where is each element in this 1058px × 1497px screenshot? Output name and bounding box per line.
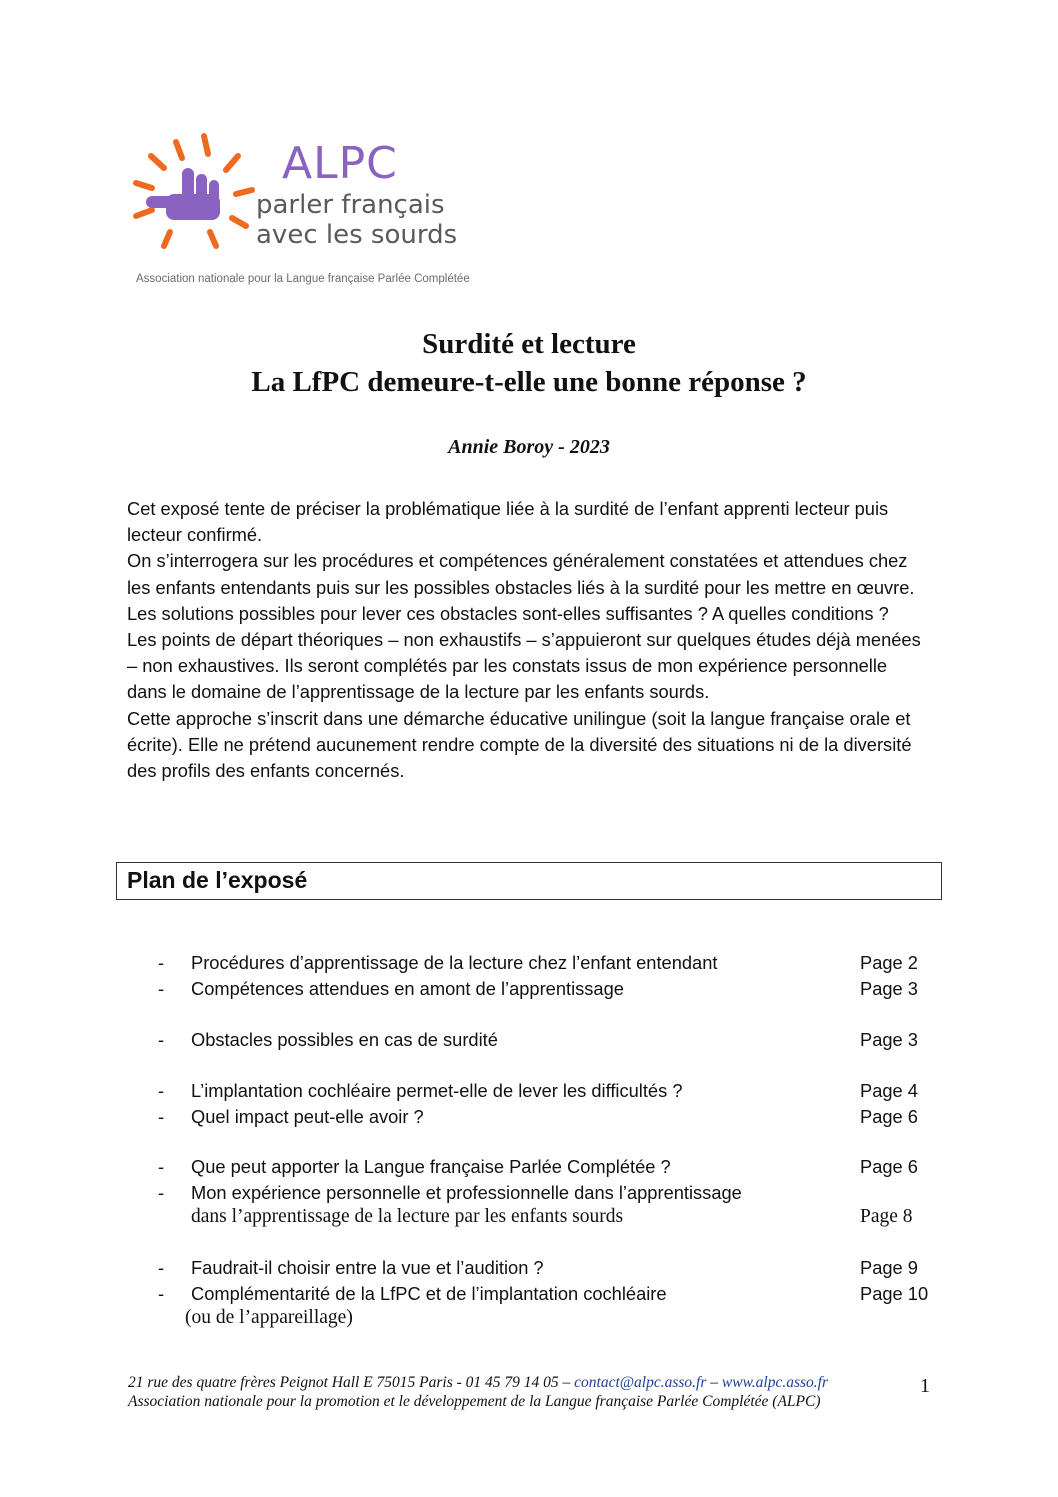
footer-email-link[interactable]: contact@alpc.asso.fr [574, 1374, 707, 1391]
plan-heading: Plan de l’exposé [127, 867, 308, 893]
toc-item [0, 1283, 1058, 1309]
toc-item-text: Faudrait-il choisir entre la vue et l’audition ? [191, 1257, 544, 1278]
toc-item-continuation-text: (ou de l’appareillage) [185, 1307, 353, 1328]
intro-paragraph: Cette approche s’inscrit dans une démarche éducative unilingue (soit la langue française orale et écrite). Elle ne prétend aucunement rendre compte de la diversité des situations ni de la diversité des profils des enfants concernés. [127, 707, 912, 782]
toc-item-page: Page 6 [860, 1156, 918, 1177]
alpc-logo [126, 128, 476, 293]
toc-dash: - [158, 952, 165, 973]
footer-address: 21 rue des quatre frères Peignot Hall E 75015 Paris - 01 45 79 14 05 – [128, 1374, 575, 1391]
intro-paragraph: On s’interrogera sur les procédures et compétences généralement constatées et attendues chez les enfants entendants puis sur les possibles obstacles liés à la surdité pour les mettre en œuvre. Les solutions possibles pour lever ces obstacles sont-elles suffisantes ? A quelles conditions ? [127, 550, 915, 624]
logo-tagline-2: avec les sourds [256, 220, 458, 250]
logo-tagline-1: parler français [256, 190, 445, 220]
toc-dash: - [158, 1106, 165, 1127]
footer-contact-line [128, 1374, 828, 1392]
toc-item-continuation [0, 1206, 1058, 1232]
toc-dash: - [158, 1257, 165, 1278]
toc-item-page: Page 8 [860, 1206, 913, 1227]
toc-item [0, 978, 1058, 1004]
toc-item-text: L’implantation cochléaire permet-elle de lever les difficultés ? [191, 1080, 683, 1101]
toc-item-page: Page 6 [860, 1106, 918, 1127]
toc-item-page: Page 9 [860, 1257, 918, 1278]
toc-item-text: Mon expérience personnelle et professionnelle dans l’apprentissage [191, 1182, 742, 1203]
toc-dash: - [158, 1283, 165, 1304]
toc-item-page: Page 4 [860, 1080, 918, 1101]
toc-item [0, 952, 1058, 978]
toc-item-continuation [0, 1307, 1058, 1333]
document-title-line-1: Surdité et lecture [422, 328, 636, 360]
intro-paragraph: Les points de départ théoriques – non exhaustifs – s’appuieront sur quelques études déjà menées – non exhaustives. Ils seront complétés par les constats issus de mon expérience personnelle dans le domaine de l’apprentissage de la lecture par les enfants sourds. [127, 629, 921, 703]
logo-name: ALPC [282, 138, 398, 189]
toc-dash: - [158, 1182, 165, 1203]
toc-item-text: Compétences attendues en amont de l’apprentissage [191, 978, 624, 999]
page-number: 1 [920, 1375, 930, 1397]
intro-paragraph: Cet exposé tente de préciser la problématique liée à la surdité de l’enfant apprenti lecteur puis lecteur confirmé. [127, 498, 889, 546]
toc-item-page: Page 2 [860, 952, 918, 973]
footer-separator: – [706, 1374, 722, 1391]
toc-item-text: Procédures d’apprentissage de la lecture chez l’enfant entendant [191, 952, 718, 973]
toc-item-text: Complémentarité de la LfPC et de l’implantation cochléaire [191, 1283, 667, 1304]
intro-paragraphs [127, 496, 927, 784]
toc-item [0, 1182, 1058, 1208]
toc-dash: - [158, 978, 165, 999]
hand-sunburst-icon [126, 128, 266, 263]
toc-item [0, 1106, 1058, 1132]
toc-item [0, 1080, 1058, 1106]
plan-heading-box [116, 862, 942, 900]
footer-website-link[interactable]: www.alpc.asso.fr [721, 1374, 828, 1391]
toc-item-continuation-text: dans l’apprentissage de la lecture par les enfants sourds [191, 1206, 624, 1227]
author-line: Annie Boroy - 2023 [448, 436, 610, 458]
footer-association-line: Association nationale pour la promotion et le développement de la Langue française Parlée Complétée (ALPC) [128, 1393, 821, 1410]
toc-item-text: Obstacles possibles en cas de surdité [191, 1029, 498, 1050]
toc-dash: - [158, 1156, 165, 1177]
toc-dash: - [158, 1029, 165, 1050]
toc-dash: - [158, 1080, 165, 1101]
toc-item [0, 1156, 1058, 1182]
toc-item-page: Page 3 [860, 978, 918, 999]
toc-item [0, 1029, 1058, 1055]
document-title-line-2: La LfPC demeure-t-elle une bonne réponse ? [251, 366, 807, 398]
toc-item-page: Page 3 [860, 1029, 918, 1050]
toc-item-text: Que peut apporter la Langue française Parlée Complétée ? [191, 1156, 671, 1177]
toc-item-text: Quel impact peut-elle avoir ? [191, 1106, 424, 1127]
logo-association-name: Association nationale pour la Langue française Parlée Complétée [136, 273, 470, 285]
toc-item [0, 1257, 1058, 1283]
toc-item-page: Page 10 [860, 1283, 929, 1304]
